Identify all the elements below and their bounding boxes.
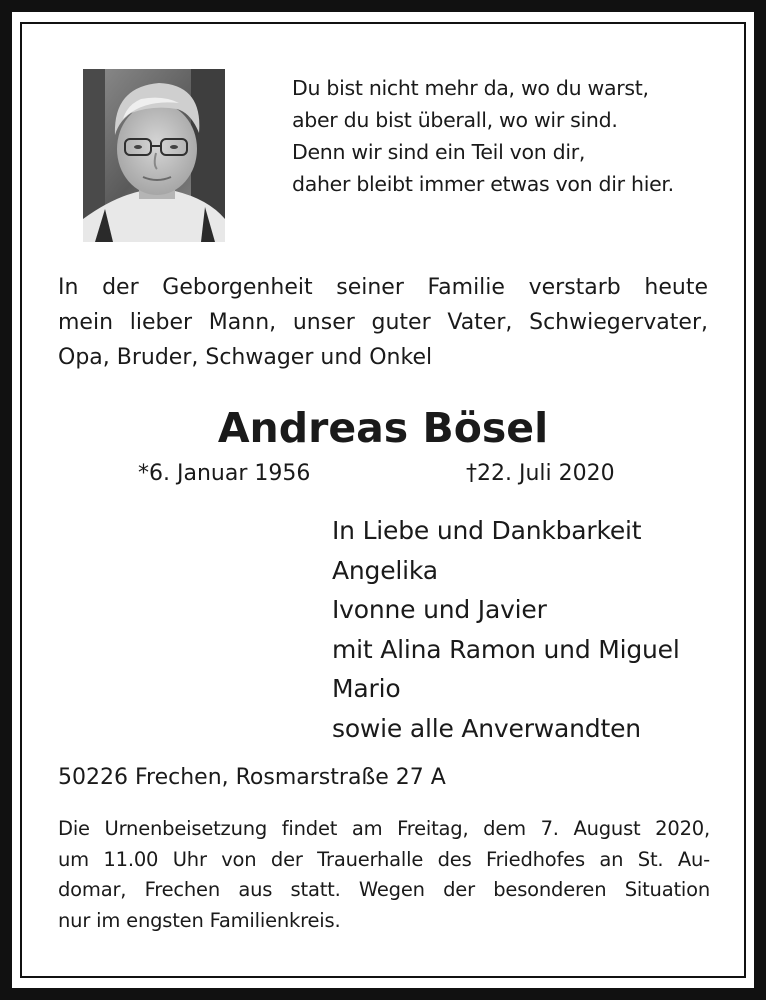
notice-line: um 11.00 Uhr von der Trauerhalle des Friedhofes an St. Au- bbox=[58, 847, 710, 871]
mourner-line: Angelika bbox=[332, 555, 438, 585]
poem-line: Denn wir sind ein Teil von dir, bbox=[292, 140, 586, 164]
death-date: †22. Juli 2020 bbox=[466, 461, 615, 486]
birth-date: *6. Januar 1956 bbox=[138, 461, 311, 486]
mourner-line: Ivonne und Javier bbox=[332, 595, 547, 624]
poem-verse bbox=[292, 72, 732, 200]
poem-line: aber du bist überall, wo wir sind. bbox=[292, 108, 618, 132]
intro-line: Opa, Bruder, Schwager und Onkel bbox=[58, 345, 433, 370]
mourners-list bbox=[332, 511, 680, 748]
notice-line: Die Urnenbeisetzung findet am Freitag, dem 7. August 2020, bbox=[58, 817, 710, 840]
deceased-name: Andreas Bösel bbox=[217, 404, 549, 452]
family-address: 50226 Frechen, Rosmarstraße 27 A bbox=[58, 765, 446, 790]
funeral-notice bbox=[58, 814, 710, 936]
notice-line: nur im engsten Familienkreis. bbox=[58, 908, 341, 932]
mourner-line: Mario bbox=[332, 674, 401, 703]
poem-line: Du bist nicht mehr da, wo du warst, bbox=[292, 76, 649, 100]
announcement-intro bbox=[58, 270, 708, 375]
mourner-line: In Liebe und Dankbarkeit bbox=[332, 516, 642, 545]
poem-line: daher bleibt immer etwas von dir hier. bbox=[292, 172, 674, 196]
mourner-line: mit Alina Ramon und Miguel bbox=[332, 634, 680, 664]
portrait-photo bbox=[83, 69, 225, 242]
intro-line: mein lieber Mann, unser guter Vater, Schwiegervater, bbox=[58, 310, 708, 335]
notice-line: domar, Frechen aus statt. Wegen der besonderen Situation bbox=[58, 878, 710, 901]
mourner-line: sowie alle Anverwandten bbox=[332, 713, 641, 743]
intro-line: In der Geborgenheit seiner Familie verstarb heute bbox=[58, 275, 708, 300]
